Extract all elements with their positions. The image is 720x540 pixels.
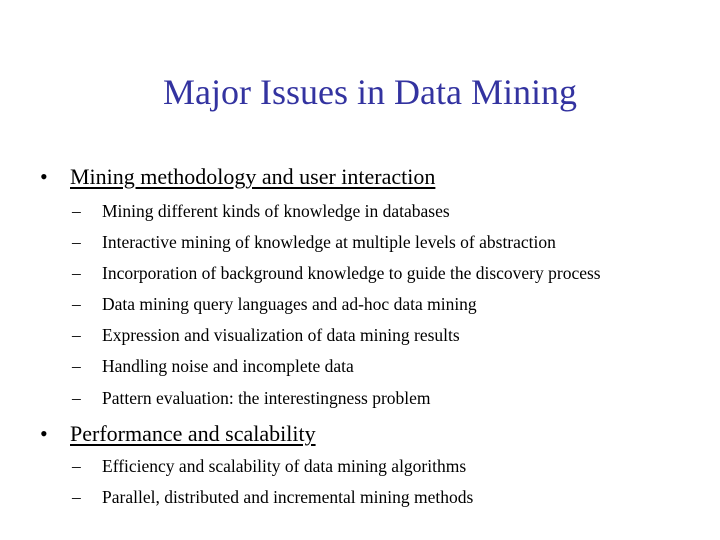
section-heading-label: Performance and scalability	[70, 421, 316, 446]
list-item	[72, 355, 354, 377]
dash-marker: –	[72, 487, 81, 507]
list-item	[72, 455, 466, 477]
dash-marker: –	[72, 263, 81, 283]
list-item	[72, 387, 431, 409]
list-item-text: Interactive mining of knowledge at multiple levels of abstraction	[102, 232, 556, 252]
section-heading-label: Mining methodology and user interaction	[70, 164, 436, 189]
list-item-text: Expression and visualization of data mining results	[102, 325, 460, 345]
section-heading-performance	[40, 421, 316, 447]
dash-marker: –	[72, 232, 81, 252]
list-item	[72, 486, 473, 508]
list-item	[72, 262, 601, 284]
list-item-text: Incorporation of background knowledge to guide the discovery process	[102, 263, 601, 283]
dash-marker: –	[72, 325, 81, 345]
list-item	[72, 231, 556, 253]
list-item-text: Mining different kinds of knowledge in databases	[102, 201, 450, 221]
list-item	[72, 293, 477, 315]
list-item-text: Pattern evaluation: the interestingness problem	[102, 388, 431, 408]
slide-title: Major Issues in Data Mining	[163, 72, 577, 112]
list-item	[72, 200, 450, 222]
section-heading-mining-methodology	[40, 164, 435, 190]
dash-marker: –	[72, 456, 81, 476]
dash-marker: –	[72, 356, 81, 376]
dash-marker: –	[72, 388, 81, 408]
bullet-marker: •	[40, 164, 48, 189]
list-item-text: Data mining query languages and ad-hoc data mining	[102, 294, 477, 314]
bullet-marker: •	[40, 421, 48, 446]
dash-marker: –	[72, 294, 81, 314]
list-item-text: Efficiency and scalability of data mining algorithms	[102, 456, 467, 476]
list-item-text: Parallel, distributed and incremental mining methods	[102, 487, 474, 507]
list-item-text: Handling noise and incomplete data	[102, 356, 354, 376]
dash-marker: –	[72, 201, 81, 221]
list-item	[72, 324, 460, 346]
